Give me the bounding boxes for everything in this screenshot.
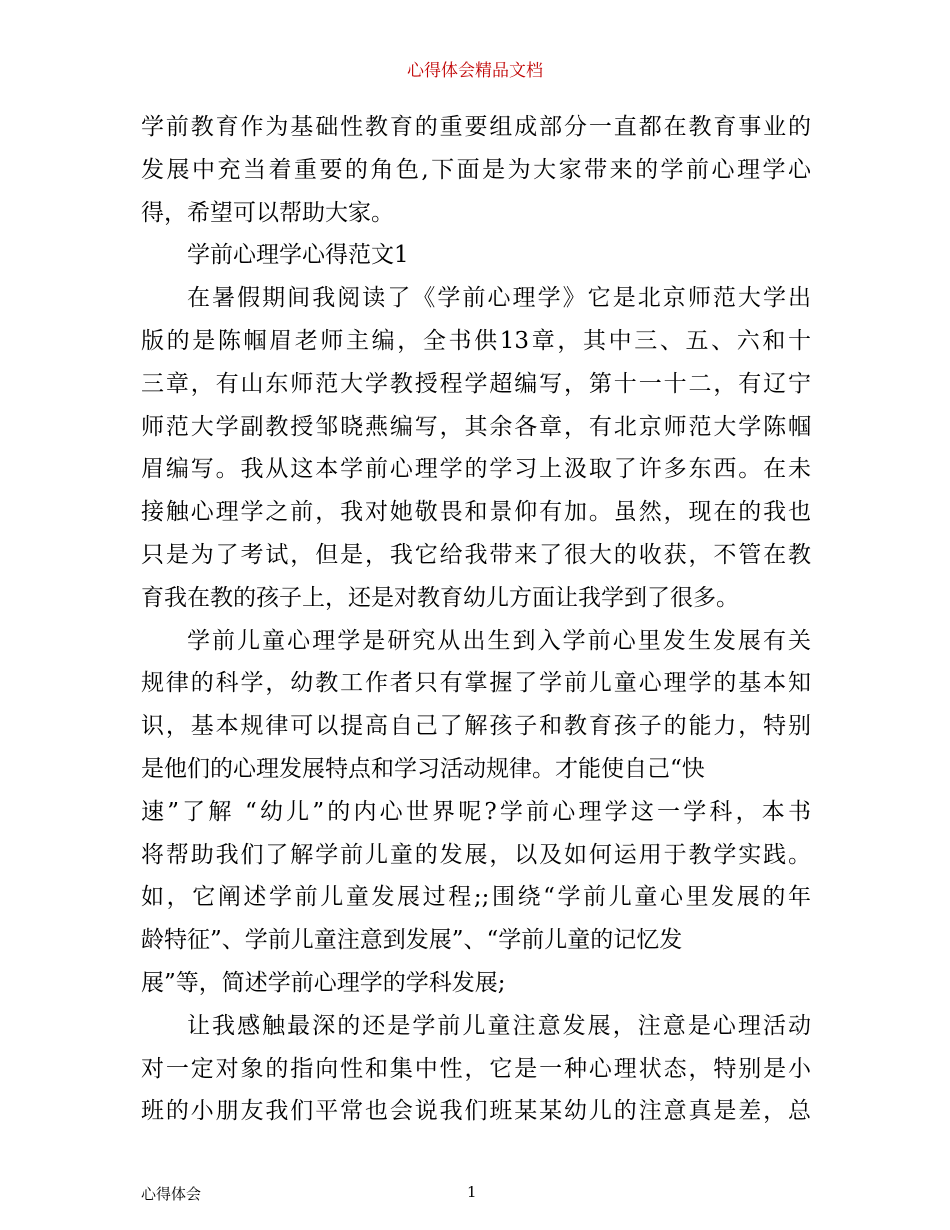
text-line: 在暑假期间我阅读了《学前心理学》它是北京师范大学出 xyxy=(187,285,811,312)
text-line: 版的是陈帼眉老师主编，全书供13章，其中三、五、六和十 xyxy=(141,327,811,354)
section-title-text: 学前心理学心得范文1 xyxy=(187,242,409,269)
page-number: 1 xyxy=(467,1183,477,1201)
text-line: 接触心理学之前，我对她敬畏和景仰有加。虽然，现在的我也 xyxy=(141,499,811,526)
page-header-title: 心得体会精品文档 xyxy=(407,61,543,81)
footer-label: 心得体会 xyxy=(141,1185,202,1203)
text-line: 是他们的心理发展特点和学习活动规律。才能使自己“快 xyxy=(141,755,705,782)
text-line: 如，它阐述学前儿童发展过程;;围绕“学前儿童心里发展的年 xyxy=(141,884,811,911)
text-line: 学前教育作为基础性教育的重要组成部分一直都在教育事业的 xyxy=(141,114,811,140)
text-line: 班的小朋友我们平常也会说我们班某某幼儿的注意真是差，总 xyxy=(141,1098,811,1125)
document-body xyxy=(141,106,811,1133)
text-line: 让我感触最深的还是学前儿童注意发展，注意是心理活动 xyxy=(187,1012,811,1039)
text-line: 师范大学副教授邹晓燕编写，其余各章，有北京师范大学陈帼 xyxy=(141,413,811,440)
text-line: 得，希望可以帮助大家。 xyxy=(141,199,394,226)
text-line: 三章，有山东师范大学教授程学超编写，第十一十二，有辽宁 xyxy=(141,370,811,397)
paragraph-2 xyxy=(141,620,811,1005)
text-line: 眉编写。我从这本学前心理学的学习上汲取了许多东西。在未 xyxy=(141,456,811,483)
intro-paragraph xyxy=(141,106,811,234)
text-line: 只是为了考试，但是，我它给我带来了很大的收获，不管在教 xyxy=(141,541,811,568)
text-line: 速”了解 “幼儿”的内心世界呢?学前心理学这一学科，本书 xyxy=(141,798,811,825)
paragraph-1 xyxy=(141,277,811,619)
text-line: 学前儿童心理学是研究从出生到入学前心里发生发展有关 xyxy=(187,627,811,654)
text-line: 展”等，简述学前心理学的学科发展; xyxy=(141,969,506,996)
text-line: 龄特征”、学前儿童注意到发展”、“学前儿童的记忆发 xyxy=(141,927,683,954)
section-title xyxy=(141,234,811,277)
paragraph-3 xyxy=(141,1005,811,1133)
text-line: 将帮助我们了解学前儿童的发展，以及如何运用于教学实践。 xyxy=(141,841,811,868)
text-line: 识，基本规律可以提高自己了解孩子和教育孩子的能力，特别 xyxy=(141,713,811,740)
text-line: 育我在教的孩子上，还是对教育幼儿方面让我学到了很多。 xyxy=(141,584,739,611)
text-line: 规律的科学，幼教工作者只有掌握了学前儿童心理学的基本知 xyxy=(141,670,811,697)
text-line: 对一定对象的指向性和集中性，它是一种心理状态，特别是小 xyxy=(141,1055,811,1082)
text-line: 发展中充当着重要的角色,下面是为大家带来的学前心理学心 xyxy=(141,156,811,183)
